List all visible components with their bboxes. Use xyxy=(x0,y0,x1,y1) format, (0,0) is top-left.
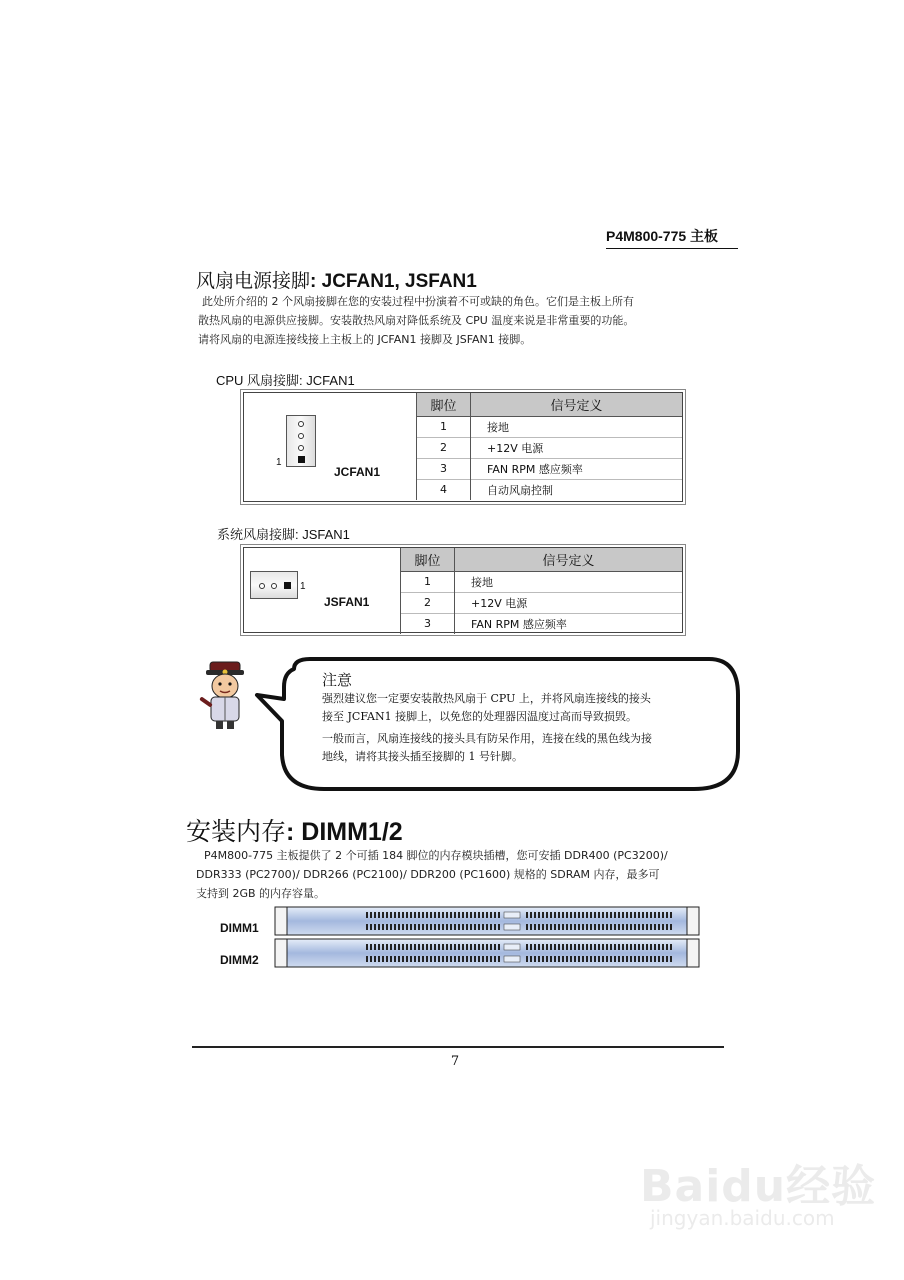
dimm-heading-en: : DIMM1/2 xyxy=(286,818,403,846)
watermark-brand: Baidu经验 xyxy=(640,1161,877,1212)
pin-cell: 3 xyxy=(417,458,471,479)
cpu-fan-connector-box xyxy=(243,392,683,502)
connector-pin-icon xyxy=(271,583,277,589)
dimm-section-heading xyxy=(186,812,403,848)
cpu-fan-connector-image xyxy=(286,415,316,467)
table-row xyxy=(417,416,683,437)
page-header-title: P4M800-775 主板 xyxy=(606,226,738,249)
sys-fan-connector-box xyxy=(243,547,683,633)
footer-divider xyxy=(192,1046,724,1048)
connector-pin-icon xyxy=(259,583,265,589)
table-row xyxy=(417,437,683,458)
signal-cell: +12V 电源 xyxy=(471,437,683,458)
cpu-fan-subheading: CPU 风扇接脚: JCFAN1 xyxy=(216,373,355,388)
signal-cell: FAN RPM 感应频率 xyxy=(455,613,683,634)
dimm2-label: DIMM2 xyxy=(220,953,259,967)
column-header-pin: 脚位 xyxy=(417,393,471,416)
paragraph-line: 散热风扇的电源供应接脚。安装散热风扇对降低系统及 CPU 温度来说是非常重要的功能。 xyxy=(198,314,635,327)
note-line: 接至 JCFAN1 接脚上，以免您的处理器因温度过高而导致损毁。 xyxy=(322,710,638,723)
connector-pin1-square-icon xyxy=(298,456,305,463)
note-body xyxy=(322,690,652,766)
sys-fan-pin-table xyxy=(400,548,682,634)
fan-heading-cn: 风扇电源接脚 xyxy=(196,271,311,292)
paragraph-line: 此处所介绍的 2 个风扇接脚在您的安装过程中扮演着不可或缺的角色。它们是主板上所有 xyxy=(202,295,634,308)
police-mascot-icon xyxy=(196,660,254,730)
fan-section-paragraph xyxy=(198,292,634,349)
cpu-fan-connector-label: JCFAN1 xyxy=(334,465,381,479)
connector-pin-icon xyxy=(298,445,304,451)
sys-fan-connector-label: JSFAN1 xyxy=(324,595,370,609)
paragraph-line: DDR333 (PC2700)/ DDR266 (PC2100)/ DDR200 (PC1600) 规格的 SDRAM 内存，最多可 xyxy=(196,868,660,881)
dimm-heading-cn: 安装内存 xyxy=(186,818,287,846)
table-header-row xyxy=(401,548,683,571)
pin-cell: 2 xyxy=(417,437,471,458)
connector-pin1-square-icon xyxy=(284,582,291,589)
pin1-marker: 1 xyxy=(276,457,282,468)
dimm1-label: DIMM1 xyxy=(220,921,259,935)
table-row xyxy=(417,458,683,479)
page-number: 7 xyxy=(450,1054,460,1069)
signal-cell: 接地 xyxy=(471,416,683,437)
note-line: 地线，请将其接头插至接脚的 1 号针脚。 xyxy=(322,750,523,763)
connector-pin-icon xyxy=(298,421,304,427)
column-header-signal: 信号定义 xyxy=(455,548,683,571)
dimm-slots-diagram xyxy=(274,906,702,968)
table-row xyxy=(401,613,683,634)
dimm2-slot xyxy=(275,939,699,967)
table-row xyxy=(401,571,683,592)
pin-cell: 2 xyxy=(401,592,455,613)
note-line: 强烈建议您一定要安装散热风扇于 CPU 上，并将风扇连接线的接头 xyxy=(322,692,651,705)
pin-cell: 1 xyxy=(417,416,471,437)
connector-pin-icon xyxy=(298,433,304,439)
paragraph-line: 支持到 2GB 的内存容量。 xyxy=(196,887,326,900)
fan-section-heading xyxy=(196,266,477,293)
dimm1-slot xyxy=(275,907,699,935)
signal-cell: 自动风扇控制 xyxy=(471,479,683,500)
note-title: 注意 xyxy=(322,671,353,689)
note-line: 一般而言，风扇连接线的接头具有防呆作用，连接在线的黑色线为接 xyxy=(322,732,652,745)
pin-cell: 1 xyxy=(401,571,455,592)
paragraph-line: 请将风扇的电源连接线接上主板上的 JCFAN1 接脚及 JSFAN1 接脚。 xyxy=(198,333,532,346)
dimm-section-paragraph xyxy=(196,846,668,903)
watermark-url: jingyan.baidu.com xyxy=(650,1206,835,1230)
paragraph-line: P4M800-775 主板提供了 2 个可插 184 脚位的内存模块插槽，您可安插 DDR400 (PC3200)/ xyxy=(204,849,668,862)
column-header-signal: 信号定义 xyxy=(471,393,683,416)
signal-cell: 接地 xyxy=(455,571,683,592)
signal-cell: FAN RPM 感应频率 xyxy=(471,458,683,479)
table-row xyxy=(417,479,683,500)
column-header-pin: 脚位 xyxy=(401,548,455,571)
pin-cell: 3 xyxy=(401,613,455,634)
pin1-marker: 1 xyxy=(300,581,306,592)
pin-cell: 4 xyxy=(417,479,471,500)
signal-cell: +12V 电源 xyxy=(455,592,683,613)
table-row xyxy=(401,592,683,613)
sys-fan-connector-image xyxy=(250,571,298,599)
sys-fan-subheading: 系统风扇接脚: JSFAN1 xyxy=(217,527,350,542)
cpu-fan-pin-table xyxy=(416,393,682,500)
fan-heading-en: : JCFAN1, JSFAN1 xyxy=(310,271,477,292)
table-header-row xyxy=(417,393,683,416)
